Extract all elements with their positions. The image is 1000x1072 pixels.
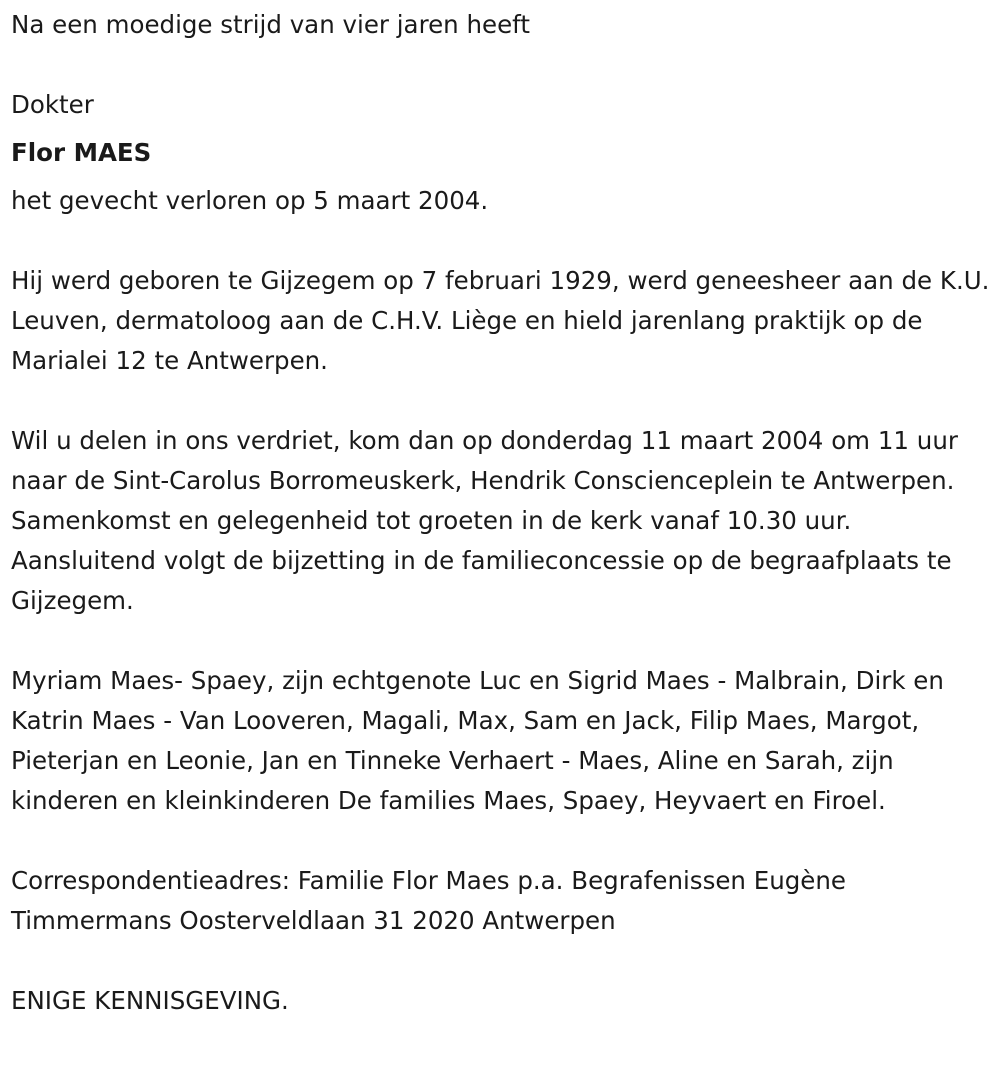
intro-text: Na een moedige strijd van vier jaren heeft bbox=[11, 10, 530, 39]
notice-text: ENIGE KENNISGEVING. bbox=[11, 986, 289, 1015]
funeral-paragraph: Wil u delen in ons verdriet, kom dan op donderdag 11 maart 2004 om 11 uur naar de Sint-Carolus Borromeuskerk, Hendrik Conscienceplein te Antwerpen. Samenkomst en gelegenheid tot groeten in de kerk vanaf 10.30 uur. Aansluitend volgt de bijzetting in de familieconcessie op de begraafplaats te Gijzegem. bbox=[11, 426, 958, 615]
correspondence-address: Correspondentieadres: Familie Flor Maes p.a. Begrafenissen Eugène Timmermans Oosterveldlaan 31 2020 Antwerpen bbox=[11, 866, 846, 935]
biography-paragraph: Hij werd geboren te Gijzegem op 7 februari 1929, werd geneesheer aan de K.U. Leuven, dermatoloog aan de C.H.V. Liège en hield jarenlang praktijk op de Marialei 12 te Antwerpen. bbox=[11, 266, 990, 375]
spacer bbox=[11, 621, 996, 661]
spacer bbox=[11, 221, 996, 261]
person-name: Flor MAES bbox=[11, 138, 152, 167]
spacer bbox=[11, 381, 996, 421]
family-paragraph: Myriam Maes- Spaey, zijn echtgenote Luc en Sigrid Maes - Malbrain, Dirk en Katrin Maes - Van Looveren, Magali, Max, Sam en Jack, Filip Maes, Margot, Pieterjan en Leonie, Jan en Tinneke Verhaert - Maes, Aline en Sarah, zijn kinderen en kleinkinderen De families Maes, Spaey, Heyvaert en Firoel. bbox=[11, 666, 944, 815]
spacer bbox=[11, 45, 996, 85]
spacer bbox=[11, 821, 996, 861]
death-text: het gevecht verloren op 5 maart 2004. bbox=[11, 186, 489, 215]
obituary-notice bbox=[11, 5, 996, 1021]
spacer bbox=[11, 941, 996, 981]
person-title: Dokter bbox=[11, 90, 94, 119]
